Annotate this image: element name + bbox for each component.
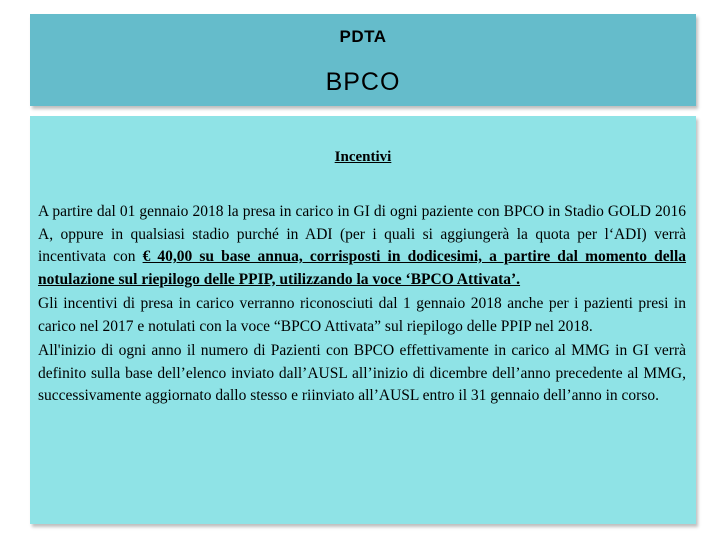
paragraph-recognition: Gli incentivi di presa in carico verranno riconosciuti dal 1 gennaio 2018 anche per i pazienti presi in carico nel 2017 e notulati con la voce “BPCO Attivata” sul riepilogo delle PPIP nel 2018. xyxy=(38,295,686,335)
header-banner xyxy=(30,14,696,106)
body-text xyxy=(38,201,686,408)
paragraph-annual-count: All'inizio di ogni anno il numero di Pazienti con BPCO effettivamente in carico al MMG in GI verrà definito sulla base dell’elenco inviato dall’AUSL all’inizio di dicembre dell’anno precedente al MMG, successivamente aggiornato dallo stesso e riinviato all’AUSL entro il 31 gennaio dell’anno in corso. xyxy=(38,342,686,404)
incentive-amount-emphasis: € 40,00 su base annua, corrisposti in dodicesimi, a partire dal momento della notulazione sul riepilogo delle PPIP, utilizzando la voce ‘BPCO Attivata’. xyxy=(38,248,687,288)
header-supertitle: PDTA xyxy=(339,27,387,46)
header-title: BPCO xyxy=(325,68,401,96)
paragraph-incentive-terms xyxy=(38,201,686,291)
paragraph-incentive-terms-text: A partire dal 01 gennaio 2018 la presa in carico in GI di ogni paziente con BPCO in Stadio GOLD 2016 A, oppure in qualsiasi stadio purché in ADI (per i quali si aggiungerà la quota per l‘ADI) verrà incentivata con xyxy=(38,203,686,265)
content-panel xyxy=(30,116,696,524)
section-title: Incentivi xyxy=(334,149,392,165)
